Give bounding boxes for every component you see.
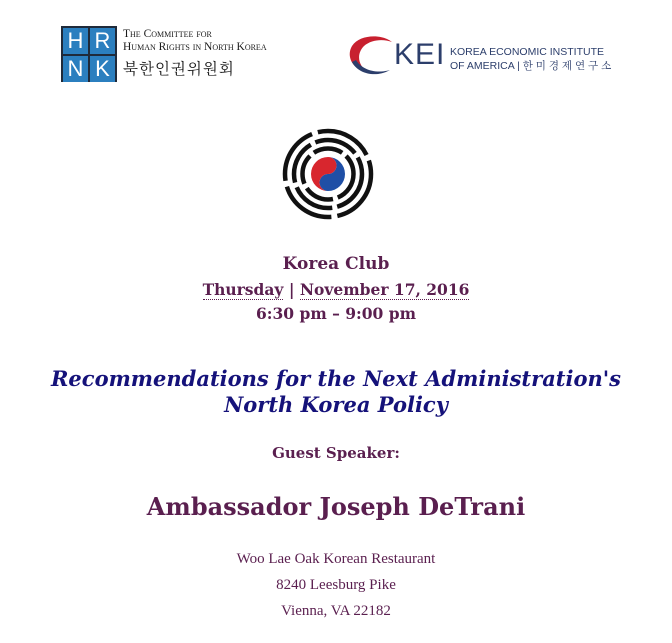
speaker-name: Ambassador Joseph DeTrani xyxy=(146,492,526,521)
club-title: Korea Club xyxy=(282,254,390,274)
event-time: 6:30 pm – 9:00 pm xyxy=(256,304,416,323)
venue-name: Woo Lae Oak Korean Restaurant xyxy=(236,551,436,567)
hrnk-letter-k: K xyxy=(90,56,115,82)
hrnk-name-line2: Human Rights in North Korea xyxy=(123,41,267,53)
date-separator: | xyxy=(288,280,295,299)
kei-name-line2: OF AMERICA | 한 미 경 제 연 구 소 xyxy=(450,60,612,72)
venue-street: 8240 Leesburg Pike xyxy=(276,577,396,593)
event-date-line xyxy=(0,280,672,299)
kei-logo xyxy=(346,32,612,78)
talk-title xyxy=(0,366,672,418)
hrnk-logo xyxy=(61,26,306,84)
talk-title-line2: North Korea Policy xyxy=(224,392,448,417)
event-day: Thursday xyxy=(202,280,284,299)
talk-title-line1: Recommendations for the Next Administration's xyxy=(50,366,621,391)
hrnk-letter-h: H xyxy=(63,28,88,54)
hrnk-letter-n: N xyxy=(63,56,88,82)
kei-full-name xyxy=(450,45,611,73)
event-date: November 17, 2016 xyxy=(299,280,470,299)
hrnk-letter-r: R xyxy=(90,28,115,54)
venue-city: Vienna, VA 22182 xyxy=(281,603,391,619)
kei-wordmark: KEI xyxy=(394,38,446,71)
kei-name-line1: KOREA ECONOMIC INSTITUTE xyxy=(450,46,605,58)
hrnk-name-block xyxy=(123,28,308,79)
korea-club-emblem-icon xyxy=(280,126,380,222)
hrnk-grid-mark xyxy=(61,26,117,82)
hrnk-korean-name: 북한인권위원회 xyxy=(123,60,235,78)
hrnk-name-line1: The Committee for xyxy=(123,28,212,40)
guest-speaker-label: Guest Speaker: xyxy=(272,444,400,462)
